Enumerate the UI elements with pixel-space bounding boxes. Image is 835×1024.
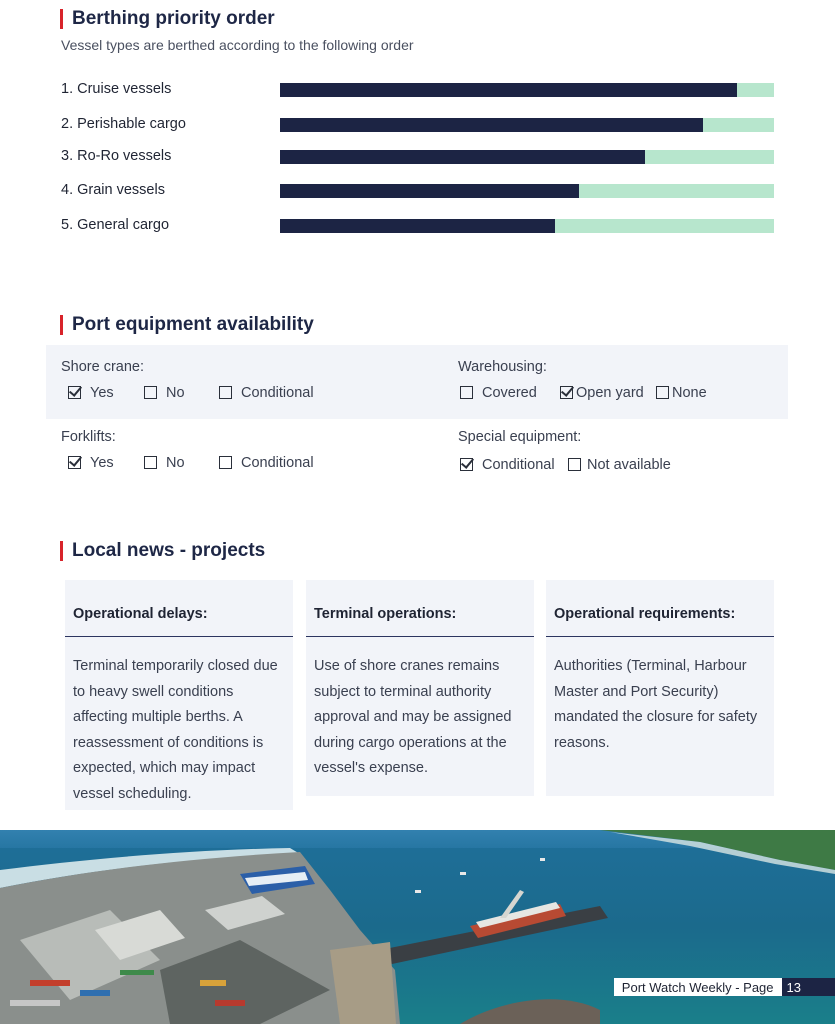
page-footer [614, 978, 835, 996]
priority-track [280, 118, 774, 132]
priority-label: 2. Perishable cargo [61, 116, 186, 132]
checkbox[interactable] [656, 386, 669, 399]
shore-crane-no[interactable]: No [144, 385, 185, 401]
checkbox[interactable] [460, 386, 473, 399]
news-card-body: Authorities (Terminal, Harbour Master and Port Security) mandated the closure for safety reasons. [554, 658, 758, 751]
priority-track [280, 83, 774, 97]
news-title: Local news - projects [60, 541, 265, 561]
news-card-body: Use of shore cranes remains subject to terminal authority approval and may be assigned during cargo operations at the vessel's expense. [314, 658, 512, 776]
warehousing-open-yard[interactable]: Open yard [560, 385, 644, 401]
checkbox[interactable] [219, 386, 232, 399]
forklifts-conditional[interactable]: Conditional [219, 455, 314, 471]
priority-fill [280, 118, 703, 132]
news-card-heading: Operational delays: [65, 580, 293, 637]
priority-track [280, 184, 774, 198]
checkbox[interactable] [144, 456, 157, 469]
checkbox[interactable] [68, 386, 81, 399]
news-card-terminal [306, 580, 534, 796]
special-conditional[interactable]: Conditional [460, 457, 555, 473]
news-card-heading: Terminal operations: [306, 580, 534, 637]
priority-label: 3. Ro-Ro vessels [61, 148, 172, 164]
equipment-title: Port equipment availability [60, 315, 314, 335]
berthing-subtitle: Vessel types are berthed according to the following order [61, 37, 414, 53]
checkbox[interactable] [68, 456, 81, 469]
shore-crane-label: Shore crane: [61, 359, 145, 375]
priority-track [280, 150, 774, 164]
shore-crane-conditional[interactable]: Conditional [219, 385, 314, 401]
forklifts-yes[interactable]: Yes [68, 455, 114, 471]
special-not-available[interactable]: Not available [568, 457, 671, 473]
priority-label: 1. Cruise vessels [61, 81, 172, 97]
footer-text: Port Watch Weekly - Page [614, 978, 782, 996]
priority-fill [280, 150, 645, 164]
priority-row [61, 184, 775, 200]
checkbox[interactable] [144, 386, 157, 399]
checkbox[interactable] [568, 458, 581, 471]
priority-fill [280, 83, 737, 97]
forklifts-label: Forklifts: [61, 429, 116, 445]
priority-fill [280, 219, 555, 233]
checkbox[interactable] [219, 456, 232, 469]
news-card-body: Terminal temporarily closed due to heavy swell conditions affecting multiple berths. A reassessment of conditions is expected, which may impact vessel scheduling. [73, 658, 278, 802]
priority-row [61, 118, 775, 134]
priority-fill [280, 184, 579, 198]
news-card-heading: Operational requirements: [546, 580, 774, 637]
priority-track [280, 219, 774, 233]
page-number: 13 [782, 978, 835, 996]
priority-row [61, 150, 775, 166]
checkbox[interactable] [560, 386, 573, 399]
news-card-requirements [546, 580, 774, 796]
berthing-title: Berthing priority order [60, 9, 275, 29]
equipment-row-1 [46, 345, 788, 419]
priority-label: 5. General cargo [61, 217, 170, 233]
priority-row [61, 83, 775, 99]
warehousing-label: Warehousing: [458, 359, 547, 375]
checkbox[interactable] [460, 458, 473, 471]
warehousing-none[interactable]: None [656, 385, 707, 401]
priority-label: 4. Grain vessels [61, 182, 165, 198]
news-card-delays [65, 580, 293, 810]
warehousing-covered[interactable]: Covered [460, 385, 537, 401]
priority-row [61, 219, 775, 235]
forklifts-no[interactable]: No [144, 455, 185, 471]
special-equipment-label: Special equipment: [458, 429, 582, 445]
shore-crane-yes[interactable]: Yes [68, 385, 114, 401]
